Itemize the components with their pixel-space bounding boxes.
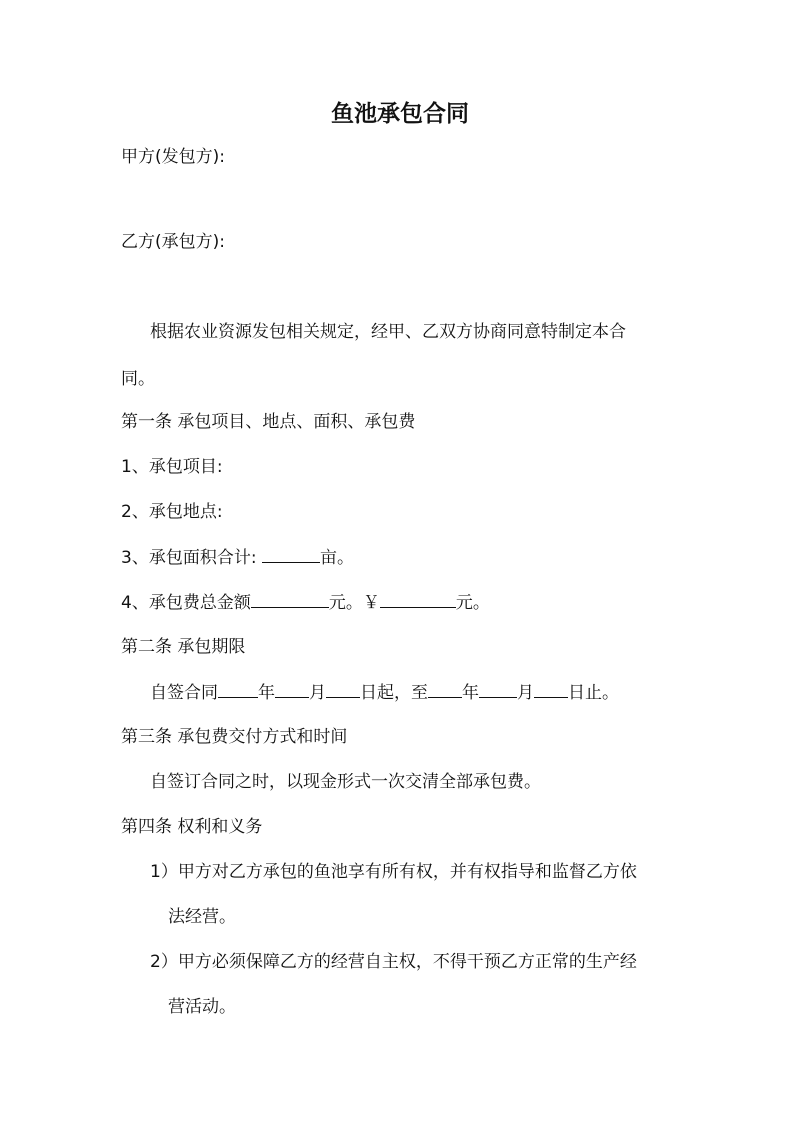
day-end-label: 日止。 bbox=[568, 683, 619, 703]
article-1-item-4 bbox=[121, 591, 490, 614]
month-label: 月 bbox=[309, 683, 326, 703]
item-3-suffix: 亩。 bbox=[319, 548, 354, 568]
day-from-label: 日起，至 bbox=[360, 683, 428, 703]
article-4-heading: 第四条 权利和义务 bbox=[121, 817, 263, 837]
article-1-item-3 bbox=[121, 546, 354, 569]
article-4-p2-line-1: 2）甲方必须保障乙方的经营自主权，不得干预乙方正常的生产经 bbox=[150, 952, 637, 972]
end-year-blank bbox=[428, 681, 462, 698]
term-start: 自签合同 bbox=[150, 683, 218, 703]
party-b-label: 乙方(承包方): bbox=[121, 232, 225, 252]
article-4-p1-line-2: 法经营。 bbox=[168, 907, 236, 927]
year-label: 年 bbox=[258, 683, 275, 703]
article-3-body: 自签订合同之时，以现金形式一次交清全部承包费。 bbox=[150, 772, 541, 792]
article-2-heading: 第二条 承包期限 bbox=[121, 637, 246, 657]
article-4-p1-line-1: 1）甲方对乙方承包的鱼池享有所有权，并有权指导和监督乙方依 bbox=[150, 862, 637, 882]
item-4-suffix: 元。 bbox=[455, 593, 490, 613]
end-month-blank bbox=[479, 681, 517, 698]
start-day-blank bbox=[326, 681, 360, 698]
document-title: 鱼池承包合同 bbox=[331, 101, 469, 127]
intro-line-2: 同。 bbox=[121, 369, 155, 389]
amount-blank bbox=[251, 591, 329, 608]
item-4-mid: 元。￥ bbox=[328, 593, 380, 613]
area-blank bbox=[262, 546, 320, 563]
article-1-item-2: 2、承包地点: bbox=[121, 502, 223, 522]
start-month-blank bbox=[275, 681, 309, 698]
article-2-body bbox=[150, 681, 619, 704]
article-3-heading: 第三条 承包费交付方式和时间 bbox=[121, 727, 348, 747]
article-4-p2-line-2: 营活动。 bbox=[168, 997, 236, 1017]
item-4-prefix: 4、承包费总金额 bbox=[121, 593, 251, 613]
article-1-item-1: 1、承包项目: bbox=[121, 457, 223, 477]
amount-yuan-blank bbox=[380, 591, 456, 608]
end-day-blank bbox=[534, 681, 568, 698]
end-month-label: 月 bbox=[517, 683, 534, 703]
article-1-heading: 第一条 承包项目、地点、面积、承包费 bbox=[121, 412, 416, 432]
end-year-label: 年 bbox=[462, 683, 479, 703]
item-3-prefix: 3、承包面积合计: bbox=[121, 548, 262, 568]
start-year-blank bbox=[218, 681, 258, 698]
intro-line-1: 根据农业资源发包相关规定，经甲、乙双方协商同意特制定本合 bbox=[150, 322, 626, 342]
party-a-label: 甲方(发包方): bbox=[121, 147, 225, 167]
